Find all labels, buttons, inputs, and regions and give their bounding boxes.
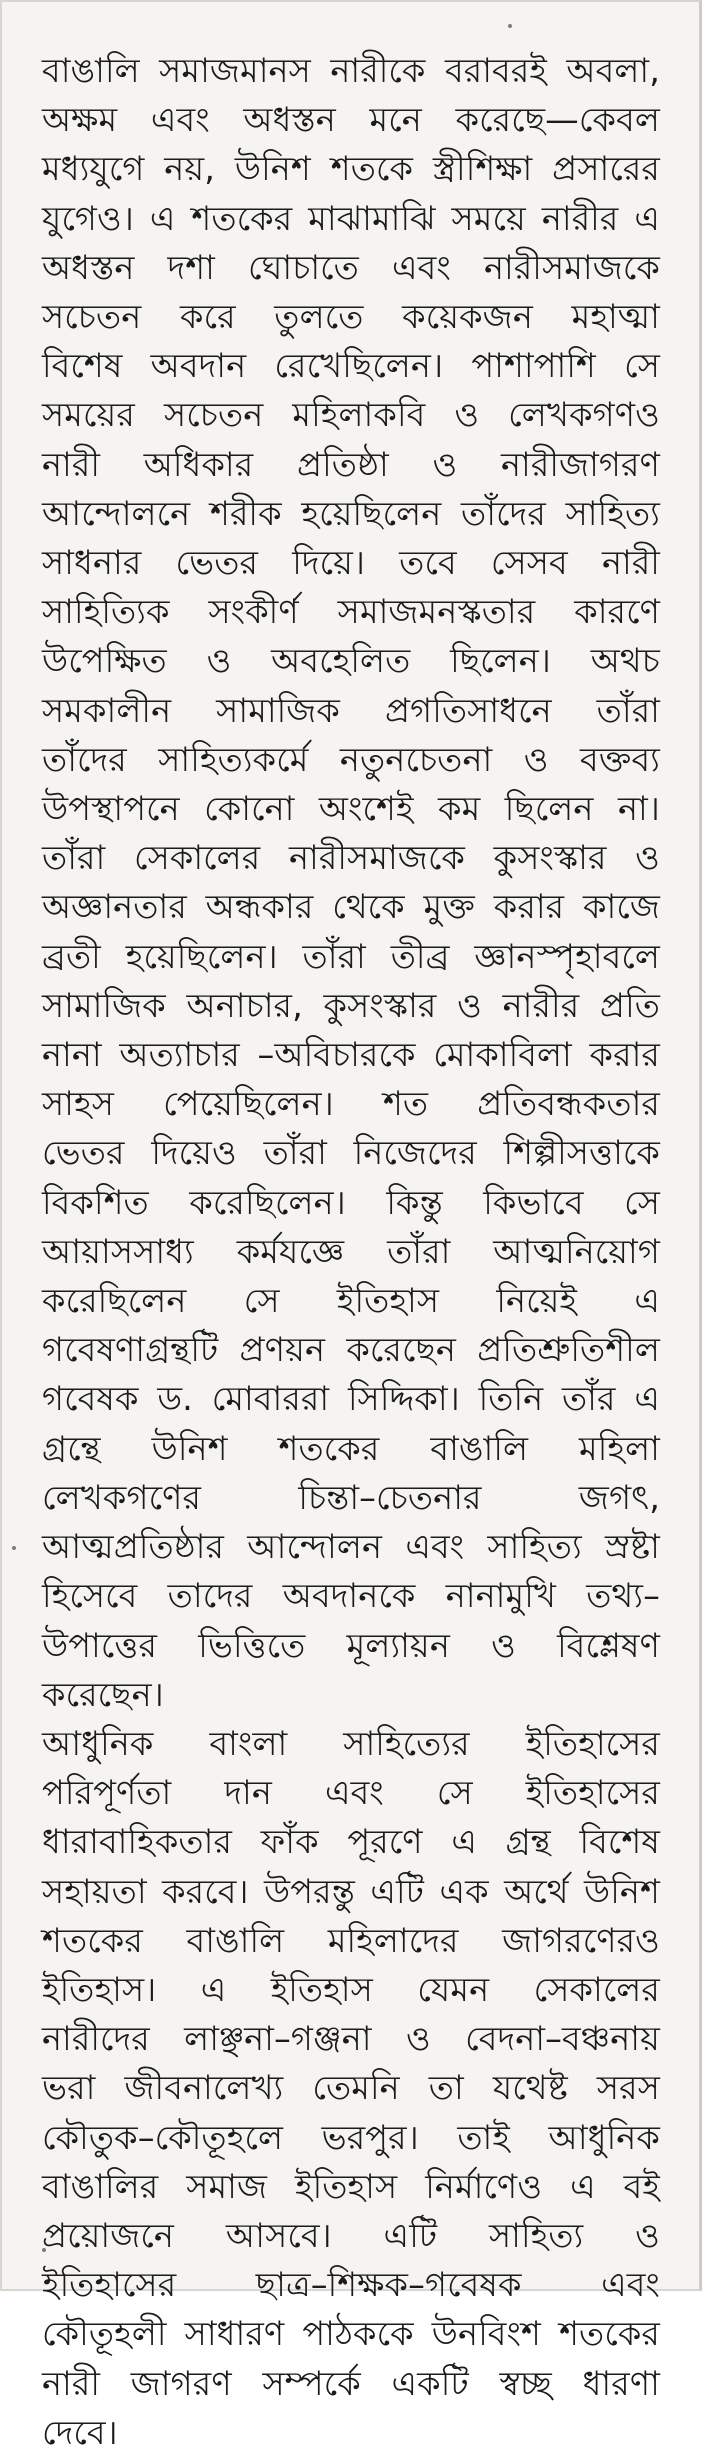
- print-speck: [12, 1546, 16, 1550]
- text-line: বাঙালির সমাজ ইতিহাস নির্মাণেও এ বই: [42, 2166, 660, 2206]
- text-line: ধারাবাহিকতার ফাঁক পূরণে এ গ্রন্থ বিশেষ: [42, 1822, 660, 1862]
- article-column: [42, 46, 660, 2452]
- text-line: সমকালীন সামাজিক প্রগতিসাধনে তাঁরা: [42, 690, 660, 730]
- text-line: নানা অত্যাচার –অবিচারকে মোকাবিলা করার: [42, 1035, 660, 1075]
- text-line: অক্ষম এবং অধস্তন মনে করেছে—কেবল: [42, 100, 660, 140]
- text-line: হিসেবে তাদের অবদানকে নানামুখি তথ্য–: [42, 1576, 660, 1616]
- paragraph-1: [42, 46, 660, 1719]
- text-line: ভরা জীবনালেখ্য তেমনি তা যথেষ্ট সরস: [42, 2068, 660, 2108]
- text-line: নারী অধিকার প্রতিষ্ঠা ও নারীজাগরণ: [42, 444, 660, 484]
- text-line: ব্রতী হয়েছিলেন। তাঁরা তীব্র জ্ঞানস্পৃহাবলে: [42, 936, 660, 976]
- text-line: দেবে।: [42, 2412, 118, 2452]
- text-line: ভেতর দিয়েও তাঁরা নিজেদের শিল্পীসত্তাকে: [42, 1133, 660, 1173]
- text-line: উপেক্ষিত ও অবহেলিত ছিলেন। অথচ: [42, 641, 660, 681]
- text-line: করেছিলেন সে ইতিহাস নিয়েই এ: [42, 1281, 660, 1321]
- text-line: গবেষক ড. মোবাররা সিদ্দিকা। তিনি তাঁর এ: [42, 1379, 660, 1419]
- text-line: অজ্ঞানতার অন্ধকার থেকে মুক্ত করার কাজে: [42, 887, 660, 927]
- text-line: সাধনার ভেতর দিয়ে। তবে সেসব নারী: [42, 543, 660, 583]
- text-line: বিকশিত করেছিলেন। কিন্তু কিভাবে সে: [42, 1182, 660, 1222]
- text-line: তাঁদের সাহিত্যকর্মে নতুনচেতনা ও বক্তব্য: [42, 739, 660, 779]
- text-line: শতকের বাঙালি মহিলাদের জাগরণেরও: [42, 1920, 660, 1960]
- text-line: গ্রন্থে উনিশ শতকের বাঙালি মহিলা: [42, 1428, 660, 1468]
- text-line: আয়াসসাধ্য কর্মযজ্ঞে তাঁরা আত্মনিয়োগ: [42, 1231, 660, 1271]
- text-line: পরিপূর্ণতা দান এবং সে ইতিহাসের: [42, 1773, 660, 1813]
- text-line: আধুনিক বাংলা সাহিত্যের ইতিহাসের: [42, 1723, 660, 1763]
- print-speck: [508, 24, 512, 28]
- text-line: সহায়তা করবে। উপরন্তু এটি এক অর্থে উনিশ: [42, 1871, 660, 1911]
- text-line: লেখকগণের চিন্তা–চেতনার জগৎ,: [42, 1477, 660, 1517]
- text-line: যুগেও। এ শতকের মাঝামাঝি সময়ে নারীর এ: [42, 198, 660, 238]
- text-line: কৌতুক–কৌতূহলে ভরপুর। তাই আধুনিক: [42, 2117, 660, 2157]
- text-line: সাহিত্যিক সংকীর্ণ সমাজমনস্কতার কারণে: [42, 592, 660, 632]
- text-line: ইতিহাসের ছাত্র–শিক্ষক–গবেষক এবং: [42, 2265, 660, 2305]
- text-line: আত্মপ্রতিষ্ঠার আন্দোলন এবং সাহিত্য স্রষ্টা: [42, 1527, 660, 1567]
- text-line: তাঁরা সেকালের নারীসমাজকে কুসংস্কার ও: [42, 838, 660, 878]
- text-line: ইতিহাস। এ ইতিহাস যেমন সেকালের: [42, 1969, 660, 2009]
- text-line: নারী জাগরণ সম্পর্কে একটি স্বচ্ছ ধারণা: [42, 2363, 660, 2403]
- text-line: সচেতন করে তুলতে কয়েকজন মহাত্মা: [42, 297, 660, 337]
- text-line: সময়ের সচেতন মহিলাকবি ও লেখকগণও: [42, 395, 660, 435]
- text-line: মধ্যযুগে নয়, উনিশ শতকে স্ত্রীশিক্ষা প্রসারের: [42, 149, 660, 189]
- text-line: গবেষণাগ্রন্থটি প্রণয়ন করেছেন প্রতিশ্রুতিশীল: [42, 1330, 660, 1370]
- text-line: নারীদের লাঞ্ছনা–গঞ্জনা ও বেদনা–বঞ্চনায়: [42, 2019, 660, 2059]
- text-line: সাহস পেয়েছিলেন। শত প্রতিবন্ধকতার: [42, 1084, 660, 1124]
- text-line: বিশেষ অবদান রেখেছিলেন। পাশাপাশি সে: [42, 346, 660, 386]
- text-line: উপাত্তের ভিত্তিতে মূল্যায়ন ও বিশ্লেষণ: [42, 1625, 660, 1665]
- text-line: কৌতূহলী সাধারণ পাঠককে উনবিংশ শতকের: [42, 2314, 660, 2354]
- text-line: উপস্থাপনে কোনো অংশেই কম ছিলেন না।: [42, 789, 660, 829]
- text-line: প্রয়োজনে আসবে। এটি সাহিত্য ও: [42, 2215, 660, 2255]
- text-line: অধস্তন দশা ঘোচাতে এবং নারীসমাজকে: [42, 247, 660, 287]
- text-line: আন্দোলনে শরীক হয়েছিলেন তাঁদের সাহিত্য: [42, 493, 660, 533]
- text-line: সামাজিক অনাচার, কুসংস্কার ও নারীর প্রতি: [42, 985, 660, 1025]
- text-line: বাঙালি সমাজমানস নারীকে বরাবরই অবলা,: [42, 51, 660, 90]
- paragraph-2: [42, 1719, 660, 2457]
- text-line: করেছেন।: [42, 1674, 164, 1714]
